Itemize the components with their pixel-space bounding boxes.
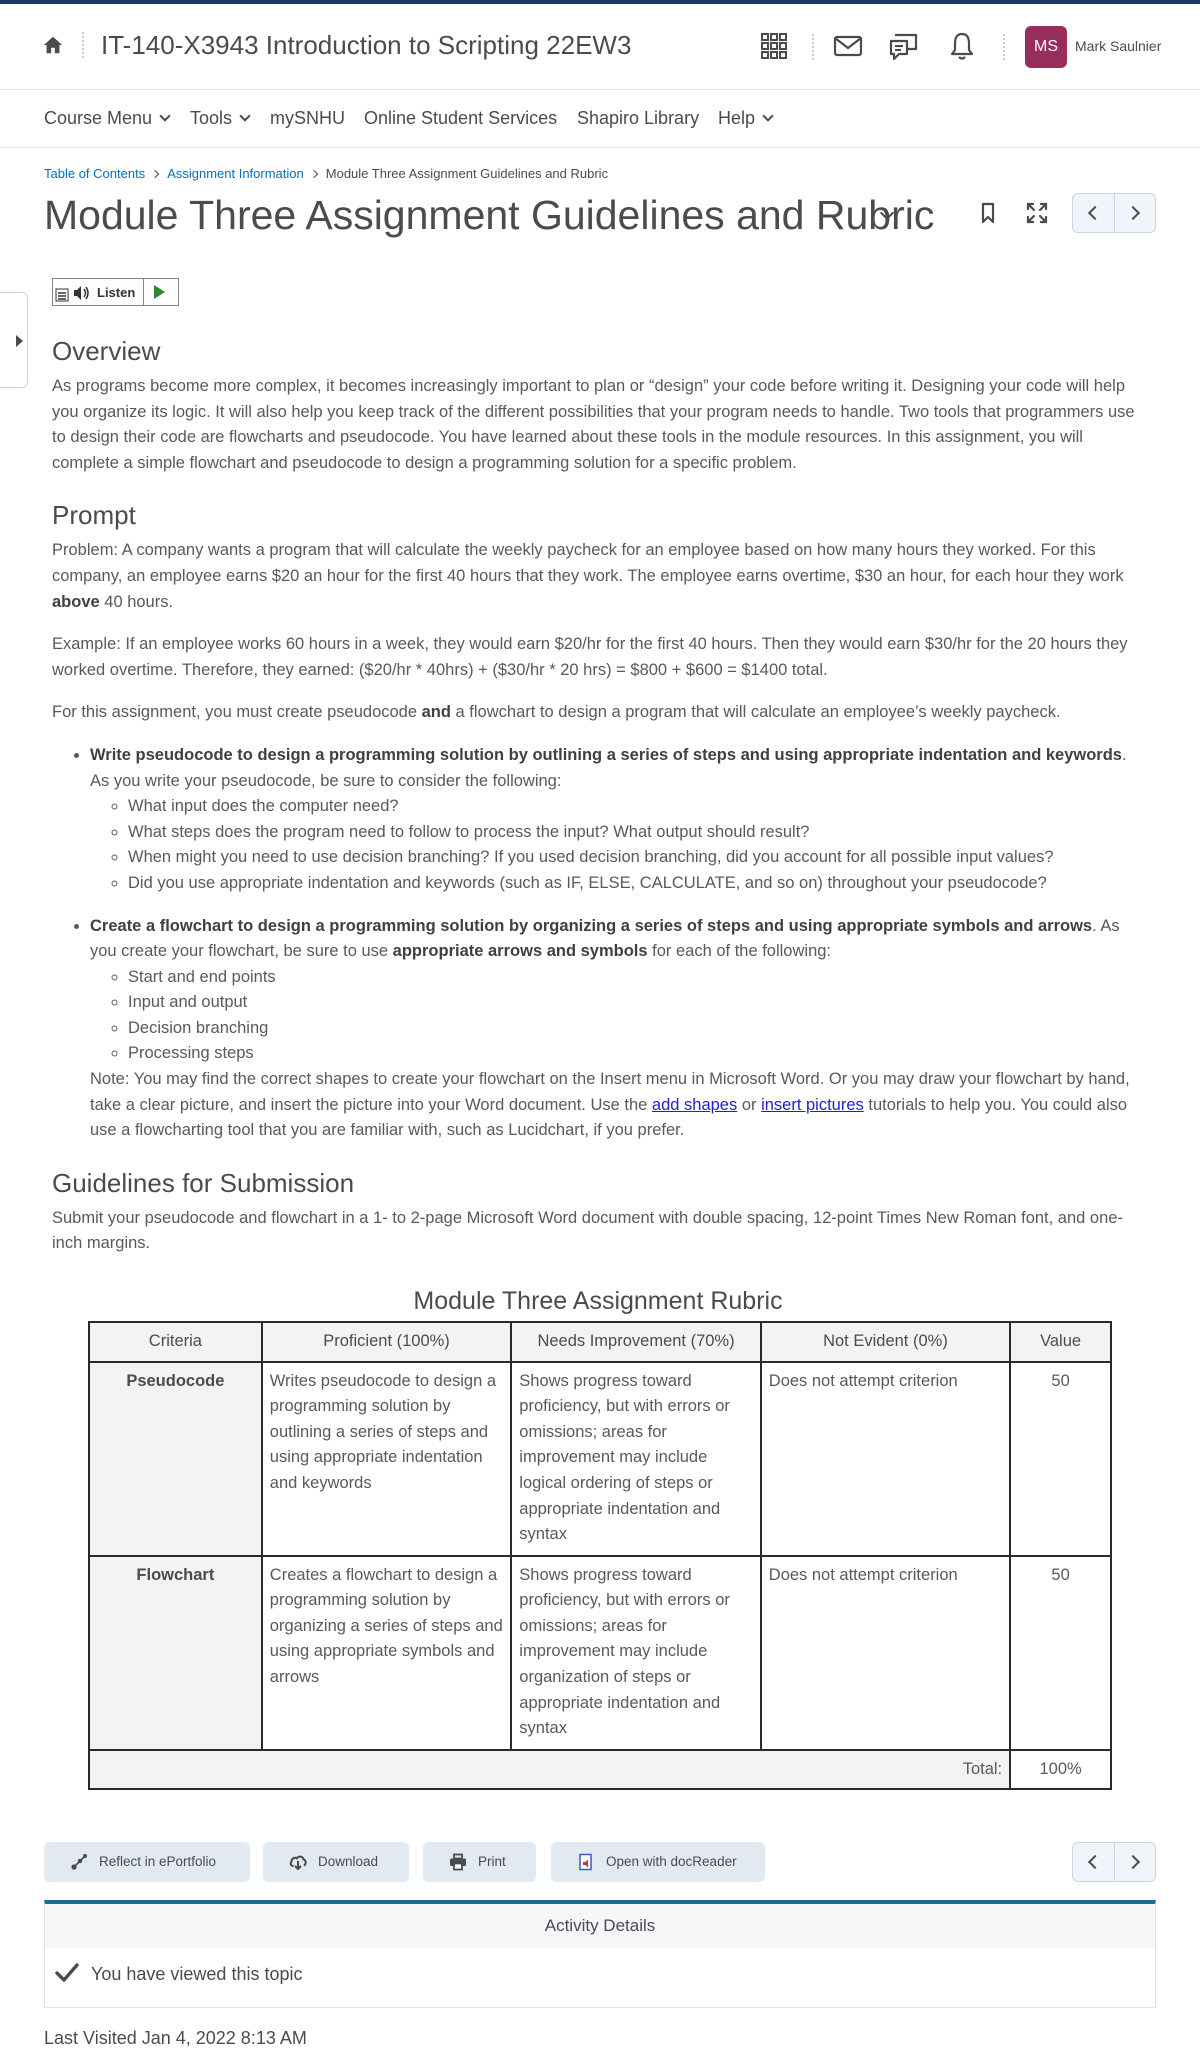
flowchart-requirement-rest: . As you create your flowchart, be sure to use	[90, 916, 1120, 961]
rubric-total-row	[89, 1750, 1111, 1790]
chevron-right-icon	[151, 170, 159, 178]
print-label: Print	[478, 1854, 506, 1869]
prompt-problem-text-end: 40 hours.	[99, 592, 174, 611]
user-name[interactable]: Mark Saulnier	[1075, 38, 1162, 54]
previous-topic-button[interactable]	[1073, 194, 1115, 232]
download-button[interactable]	[263, 1842, 409, 1882]
print-icon	[449, 1853, 467, 1871]
next-topic-button[interactable]	[1115, 1843, 1157, 1881]
nav-help[interactable]	[718, 108, 772, 129]
rubric-criteria-cell: Pseudocode	[89, 1362, 262, 1556]
header-separator	[1003, 34, 1005, 60]
course-title[interactable]: IT-140-X3943 Introduction to Scripting 22EW3	[101, 30, 632, 60]
chevron-down-icon	[762, 110, 773, 121]
mail-icon[interactable]	[832, 30, 864, 62]
prompt-problem-bold: above	[52, 592, 100, 611]
chevron-right-icon	[310, 170, 318, 178]
list-item: ◦ Start and end points	[128, 965, 1144, 991]
rubric-needs-cell: Shows progress toward proficiency, but with errors or omissions; areas for improvement may include logical ordering of steps or appropriate indentation and syntax	[511, 1362, 761, 1556]
flowchart-requirement-rest-end: for each of the following:	[647, 942, 832, 961]
rubric-header-row	[89, 1322, 1111, 1362]
nav-shapiro-library[interactable]: Shapiro Library	[577, 108, 700, 128]
nav-tools-label: Tools	[190, 108, 233, 128]
last-visited: Last Visited Jan 4, 2022 8:13 AM	[44, 2028, 307, 2048]
rubric-needs-cell: Shows progress toward proficiency, but with errors or omissions; areas for improvement may include organization of steps or appropriate indentation and syntax	[511, 1556, 761, 1750]
prompt-requirements-list	[52, 743, 1144, 1144]
nav-mysnhu[interactable]: mySNHU	[270, 108, 345, 128]
prompt-assignment	[52, 700, 1144, 726]
list-item: ◦ Decision branching	[128, 1016, 1144, 1042]
chevron-right-icon	[1126, 206, 1140, 220]
overview-text: As programs become more complex, it becomes increasingly important to plan or “design” your code before writing it. Designing your code will help you organize its logic. It will also help you keep track of the different possibilities that your program needs to handle. Two tools that programmers use to design their code are flowcharts and pseudocode. You have learned about these tools in the module resources. In this assignment, you will complete a simple flowchart and pseudocode to design a programming solution for a specific problem.	[52, 377, 1135, 472]
rubric-total-label: Total:	[89, 1750, 1010, 1790]
overview-heading: Overview	[52, 336, 161, 366]
eportfolio-icon	[70, 1853, 88, 1871]
table-row	[89, 1362, 1111, 1556]
rubric-not-evident-cell: Does not attempt criterion	[761, 1362, 1010, 1556]
topic-content	[52, 334, 1144, 1790]
open-with-docreader-button[interactable]	[551, 1842, 765, 1882]
course-navbar	[0, 90, 1200, 148]
prompt-heading: Prompt	[52, 500, 136, 531]
prompt-problem	[52, 538, 1144, 615]
guidelines-section	[52, 1166, 1144, 1257]
menu-icon[interactable]	[55, 288, 69, 302]
guidelines-heading: Guidelines for Submission	[52, 1167, 355, 1198]
rubric-criteria-cell: Flowchart	[89, 1556, 262, 1750]
rubric-header-value: Value	[1010, 1322, 1111, 1362]
rubric-header-not-evident: Not Evident (0%)	[761, 1322, 1010, 1362]
list-item: ◦ What steps does the program need to follow to process the input? What output should result?	[128, 820, 1144, 846]
rubric-header-criteria: Criteria	[89, 1322, 262, 1362]
breadcrumb-table-of-contents[interactable]: Table of Contents	[44, 166, 146, 181]
home-icon[interactable]	[42, 34, 64, 56]
add-shapes-link[interactable]: add shapes	[651, 1095, 738, 1114]
page-title: Module Three Assignment Guidelines and Rubric	[44, 192, 935, 238]
table-row	[89, 1556, 1111, 1750]
note-text: Note: You may find the correct shapes to create your flowchart on the Insert menu in Microsoft Word. Or you may draw your flowchart by hand, take a clear picture, and insert the picture into your Word document. Use the	[90, 1070, 1130, 1114]
pseudocode-considerations	[90, 794, 1144, 896]
avatar[interactable]: MS	[1025, 26, 1067, 68]
next-topic-button[interactable]	[1115, 194, 1157, 232]
viewed-status: You have viewed this topic	[91, 1964, 303, 1984]
overview-section	[52, 334, 1144, 476]
rubric-proficient-cell: Writes pseudocode to design a programming solution by outlining a series of steps and using appropriate indentation and keywords	[262, 1362, 512, 1556]
nav-tools[interactable]	[190, 108, 249, 129]
rubric-title: Module Three Assignment Rubric	[413, 1287, 783, 1316]
reflect-label: Reflect in ePortfolio	[99, 1854, 217, 1869]
pseudocode-requirement: Write pseudocode to design a programming solution by outlining a series of steps and using appropriate indentation and keywords	[90, 745, 1122, 764]
rubric-header-needs-improvement: Needs Improvement (70%)	[511, 1322, 761, 1362]
prompt-assignment-bold: and	[421, 703, 451, 722]
list-item: ◦ Input and output	[128, 990, 1144, 1016]
speaker-icon	[73, 285, 91, 301]
nav-course-menu[interactable]	[44, 108, 169, 129]
docreader-icon	[577, 1853, 595, 1871]
prompt-example: Example: If an employee works 60 hours in a week, they would earn $20/hr for the first 40 hours. Then they would earn $30/hr for the 20 hours they worked overtime. Therefore, they earned: ($20/hr * 40hrs) + ($30/hr * 20 hrs) = $800 + $600 = $1400 total.	[52, 635, 1128, 679]
topic-pager-bottom	[1072, 1842, 1156, 1882]
note-or: or	[737, 1095, 762, 1114]
chevron-down-icon	[239, 110, 250, 121]
listen-label: Listen	[97, 285, 136, 300]
pseudocode-requirement-rest: . As you write your pseudocode, be sure to consider the following:	[90, 745, 1127, 790]
check-icon	[55, 1962, 79, 1984]
note-text-end: tutorials to help you. You could also use a flowcharting tool that you are familiar with, such as Lucidchart, if you prefer.	[90, 1095, 1128, 1140]
list-item	[90, 743, 1144, 897]
breadcrumb-current: Module Three Assignment Guidelines and Rubric	[325, 166, 609, 181]
download-label: Download	[318, 1854, 379, 1869]
print-button[interactable]	[423, 1842, 536, 1882]
caret-right-icon	[16, 335, 23, 347]
rubric-header-proficient: Proficient (100%)	[262, 1322, 512, 1362]
nav-online-student-services[interactable]: Online Student Services	[364, 108, 558, 128]
activity-details-panel	[44, 1900, 1156, 2008]
rubric-proficient-cell: Creates a flowchart to design a programming solution by organizing a series of steps and using appropriate symbols and arrows	[262, 1556, 512, 1750]
listen-button[interactable]	[52, 278, 179, 306]
flowchart-note	[90, 1067, 1144, 1144]
side-panel-toggle[interactable]	[0, 292, 28, 388]
chevron-left-icon	[1088, 206, 1102, 220]
rubric-table	[88, 1321, 1112, 1790]
breadcrumb	[44, 166, 608, 181]
flowchart-requirement: Create a flowchart to design a programming solution by organizing a series of steps and using appropriate symbols and arrows	[90, 916, 1093, 935]
flowchart-elements	[90, 965, 1144, 1067]
header	[0, 4, 1200, 90]
prompt-assignment-text: For this assignment, you must create pseudocode	[52, 703, 422, 722]
insert-pictures-link[interactable]: insert pictures	[761, 1095, 864, 1114]
header-separator	[82, 32, 84, 58]
fullscreen-icon[interactable]	[1026, 202, 1048, 224]
guidelines-text: Submit your pseudocode and flowchart in a 1- to 2-page Microsoft Word document with double spacing, 12-point Times New Roman font, and one-inch margins.	[52, 1208, 1123, 1253]
list-item: ◦ Processing steps	[128, 1041, 1144, 1067]
listen-divider	[143, 279, 144, 305]
rubric-total-value: 100%	[1010, 1750, 1111, 1790]
docreader-label: Open with docReader	[606, 1854, 737, 1869]
prompt-section	[52, 498, 1144, 1143]
rubric-value-cell: 50	[1010, 1556, 1111, 1750]
notifications-bell-icon[interactable]	[946, 30, 978, 62]
list-item: ◦ When might you need to use decision branching? If you used decision branching, did you account for all possible input values?	[128, 845, 1144, 871]
play-icon[interactable]	[154, 285, 165, 299]
list-item: ◦ What input does the computer need?	[128, 794, 1144, 820]
discussions-icon[interactable]	[888, 30, 920, 62]
rubric-not-evident-cell: Does not attempt criterion	[761, 1556, 1010, 1750]
chevron-down-icon	[159, 110, 170, 121]
flowchart-requirement-bold: appropriate arrows and symbols	[392, 942, 648, 961]
nav-help-label: Help	[718, 108, 756, 128]
chevron-right-icon	[1126, 1855, 1140, 1869]
rubric-value-cell: 50	[1010, 1362, 1111, 1556]
header-separator	[812, 34, 814, 60]
breadcrumb-assignment-information[interactable]: Assignment Information	[167, 166, 304, 181]
activity-details-heading[interactable]: Activity Details	[45, 1904, 1155, 1948]
prompt-problem-text: Problem: A company wants a program that will calculate the weekly paycheck for an employee based on how many hours they worked. For this company, an employee earns $20 an hour for the first 40 hours that they work. The employee earns overtime, $30 an hour, for each hour they work	[52, 541, 1124, 585]
download-icon	[289, 1853, 307, 1871]
list-item: ◦ Did you use appropriate indentation and keywords (such as IF, ELSE, CALCULATE, and so on) throughout your pseudocode?	[128, 871, 1144, 897]
list-item	[90, 914, 1144, 1144]
reflect-in-eportfolio-button[interactable]	[44, 1842, 250, 1882]
topic-pager-top	[1072, 193, 1156, 233]
prompt-assignment-text-end: a flowchart to design a program that will calculate an employee’s weekly paycheck.	[450, 703, 1061, 722]
app-grid-icon[interactable]	[758, 30, 790, 62]
bookmark-icon[interactable]	[979, 202, 997, 224]
chevron-left-icon	[1088, 1855, 1102, 1869]
nav-course-menu-label: Course Menu	[44, 108, 153, 128]
previous-topic-button[interactable]	[1073, 1843, 1115, 1881]
